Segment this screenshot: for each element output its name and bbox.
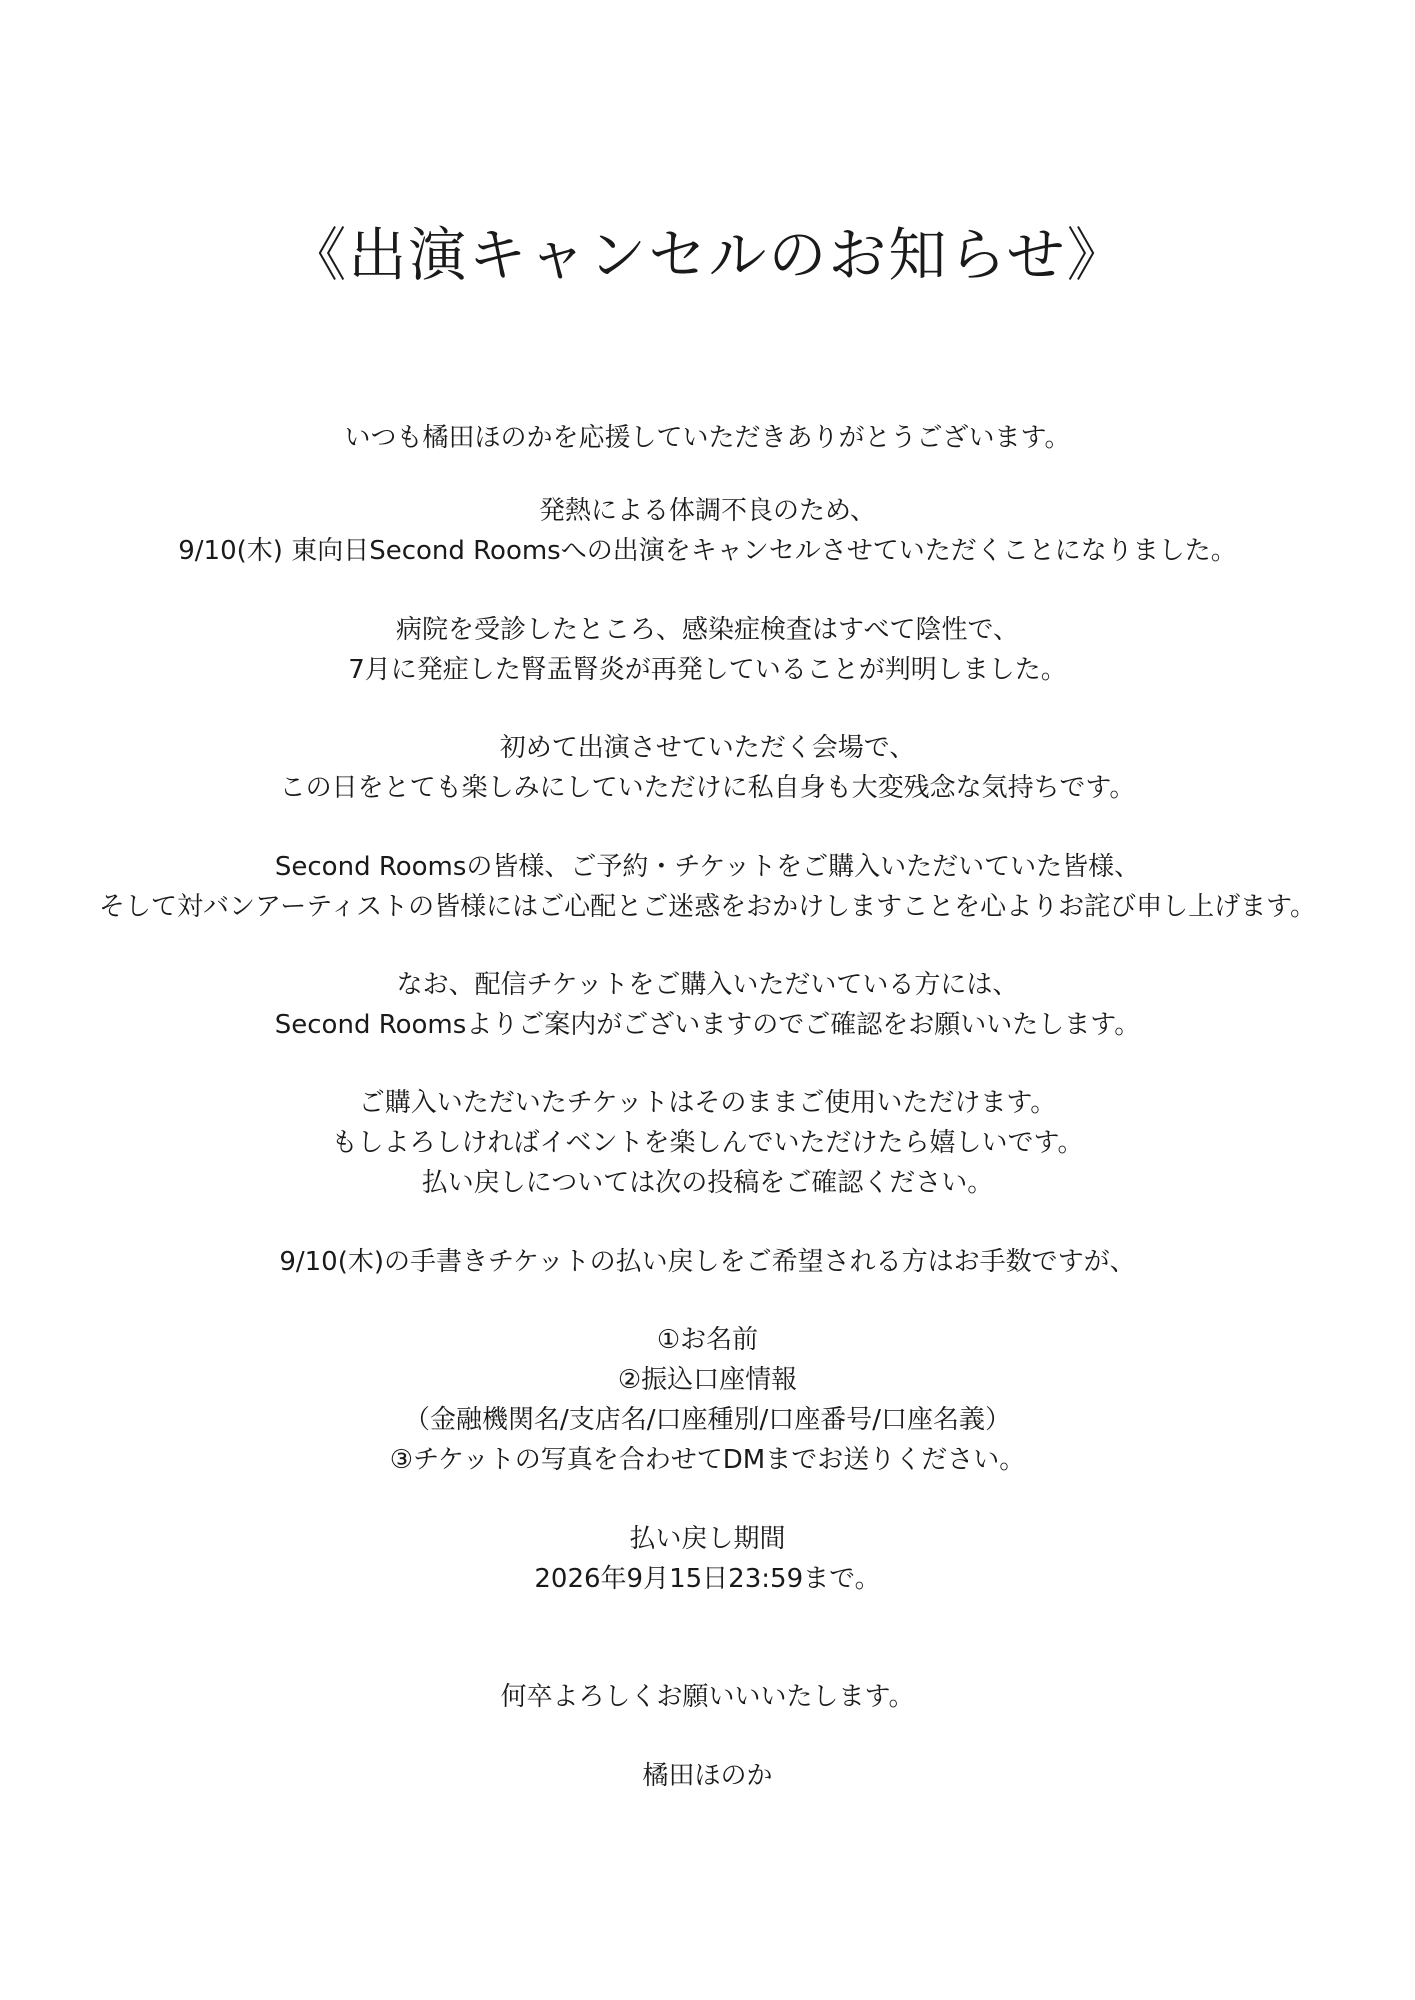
ticket-line-2: もしよろしければイベントを楽しんでいただけたら嬉しいです。 (331, 1128, 1084, 1158)
ticket-line-3: 払い戻しについては次の投稿をご確認ください。 (421, 1168, 994, 1198)
closing-text: 何卒よろしくお願いいいたします。 (500, 1682, 915, 1712)
refund-item-name: ①お名前 (656, 1325, 759, 1355)
apology-line-1: Second Roomsの皆様、ご予約・チケットをご購入いただいていた皆様、 (274, 852, 1141, 882)
ticket-line-1: ご購入いただいたチケットはそのままご使用いただけます。 (358, 1088, 1057, 1118)
stream-line-1: なお、配信チケットをご購入いただいている方には、 (396, 970, 1019, 1000)
refund-intro: 9/10(木)の手書きチケットの払い戻しをご希望される方はお手数ですが、 (279, 1247, 1136, 1277)
feeling-line-1: 初めて出演させていただく会場で、 (499, 733, 916, 763)
hospital-line-2: 7月に発症した腎盂腎炎が再発していることが判明しました。 (348, 655, 1067, 685)
stream-line-2: Second Roomsよりご案内がございますのでご確認をお願いいたします。 (274, 1010, 1141, 1040)
refund-item-account: ②振込口座情報 (617, 1365, 798, 1395)
apology-line-2: そして対バンアーティストの皆様にはご心配とご迷惑をおかけしますことを心よりお詫び申し上げます。 (98, 892, 1317, 922)
refund-period-value: 2026年9月15日23:59まで。 (534, 1564, 881, 1594)
refund-item-account-detail: （金融機関名/支店名/口座種別/口座番号/口座名義） (403, 1405, 1012, 1435)
reason-line-1: 発熱による体調不良のため、 (539, 496, 876, 526)
refund-item-photo: ③チケットの写真を合わせてDMまでお送りください。 (389, 1445, 1026, 1475)
page-title: 《出演キャンセルのお知らせ》 (288, 221, 1127, 289)
feeling-line-2: この日をとても楽しみにしていただけに私自身も大変残念な気持ちです。 (279, 773, 1136, 803)
hospital-line-1: 病院を受診したところ、感染症検査はすべて陰性で、 (396, 615, 1019, 645)
greeting-text: いつも橘田ほのかを応援していただきありがとうございます。 (344, 423, 1071, 453)
signature: 橘田ほのか (642, 1761, 773, 1791)
refund-period-label: 払い戻し期間 (629, 1524, 786, 1554)
reason-line-2: 9/10(木) 東向日Second Roomsへの出演をキャンセルさせていただくことになりました。 (178, 536, 1237, 566)
